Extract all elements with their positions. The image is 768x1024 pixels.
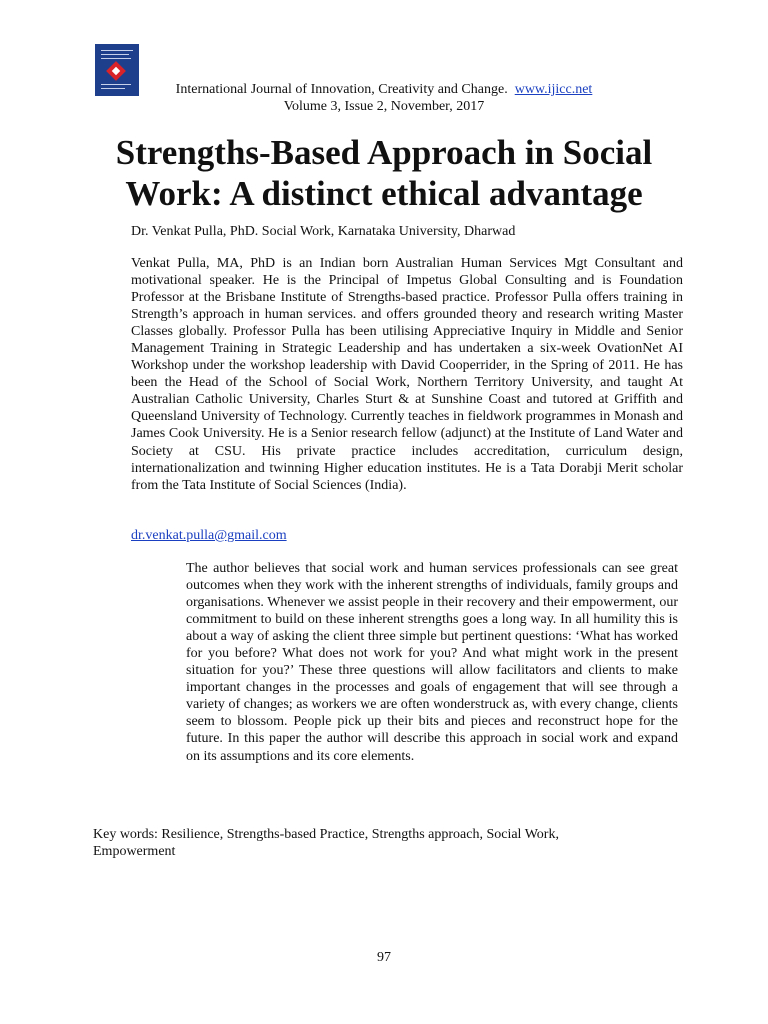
journal-name: International Journal of Innovation, Creativity and Change. <box>175 82 508 97</box>
journal-header <box>0 82 768 98</box>
title-line-1: Strengths-Based Approach in Social <box>115 133 653 172</box>
abstract: The author believes that social work and human services professionals can see great outcomes when they work with the inherent strengths of individuals, family groups and organisations. Whenever we assist people in their recovery and their empowerment, our commitment to build on these inherent strengths goes a long way. In all humility this is about a way of asking the client three simple but pertinent questions: ‘What has worked for you before? What does not work for you? And what might work in the present situation for you?’ These three questions will allow facilitators and clients to make important changes in the processes and goals of engagement that will see through a variety of changes; as workers we are often wonderstruck as, with every change, clients seem to blossom. People pick up their bits and pieces and reconstruct hope for the future. In this paper the author will describe this approach in social work and expand on its assumptions and its core elements. <box>186 561 678 764</box>
volume-info: Volume 3, Issue 2, November, 2017 <box>283 99 485 114</box>
keywords: Key words: Resilience, Strengths-based Practice, Strengths approach, Social Work, Empowerment <box>93 827 559 859</box>
logo-text-line <box>101 50 133 51</box>
author-email-link[interactable]: dr.venkat.pulla@gmail.com <box>131 528 287 543</box>
title-line-2: Work: A distinct ethical advantage <box>125 174 643 213</box>
logo-text-line <box>101 54 129 55</box>
logo-text-line <box>101 58 131 59</box>
author-bio: Venkat Pulla, MA, PhD is an Indian born Australian Human Services Mgt Consultant and motivational speaker. He is the Principal of Impetus Global Consulting and is Foundation Professor at the Brisbane Institute of Strengths-based practice. Professor Pulla offers training in Strength’s approach in human services. and offers grounded theory and research writing Master Classes globally. Professor Pulla has been utilising Appreciative Inquiry in Middle and Senior Management Training in Strategic Leadership and has undertaken a six-week OvationNet AI Workshop under the workshop leadership with David Cooperrider, in the Spring of 2011. He has been the Head of the School of Social Work, Northern Territory University, and taught At Australian Catholic University, Charles Sturt & at Sunshine Coast and tutored at Griffith and Queensland University of Technology. Currently teaches in fieldwork programmes in Monash and James Cook University. He is a Senior research fellow (adjunct) at the Institute of Land Water and Society at CSU. His private practice includes accreditation, curriculum design, internationalization and twinning Higher education institutes. He is a Tata Dorabji Merit scholar from the Tata Institute of Social Sciences (India). <box>131 256 683 493</box>
page-number: 97 <box>377 950 391 965</box>
journal-url-link[interactable]: www.ijicc.net <box>514 82 593 97</box>
author-line: Dr. Venkat Pulla, PhD. Social Work, Karnataka University, Dharwad <box>131 224 516 239</box>
article-title <box>70 132 698 214</box>
